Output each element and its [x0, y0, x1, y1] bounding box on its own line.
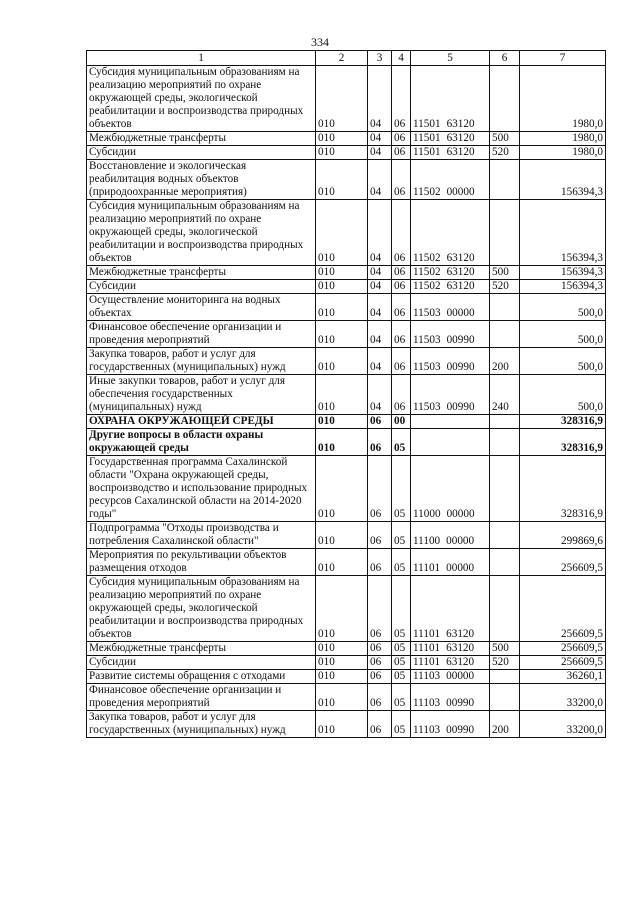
row-amount: 299869,6 — [520, 522, 606, 549]
header-col-5: 5 — [411, 51, 490, 66]
table-row — [87, 294, 606, 321]
row-section-code: 06 — [368, 456, 392, 522]
table-row — [87, 642, 606, 656]
row-subsection-code: 06 — [392, 321, 411, 348]
row-expense-type-code — [490, 200, 520, 266]
row-amount: 36260,1 — [520, 670, 606, 684]
row-expense-type-code — [490, 160, 520, 200]
row-target-code — [411, 160, 490, 200]
row-amount: 1980,0 — [520, 146, 606, 160]
table-row — [87, 549, 606, 576]
table-row — [87, 576, 606, 642]
target-code-part-1: 11103 — [413, 697, 441, 709]
row-section-code: 06 — [368, 711, 392, 738]
row-name: Финансовое обеспечение организации и проведения мероприятий — [87, 684, 316, 711]
row-expense-type-code — [490, 549, 520, 576]
row-ved-code: 010 — [316, 656, 368, 670]
row-target-code — [411, 146, 490, 160]
row-expense-type-code — [490, 576, 520, 642]
row-name: Закупка товаров, работ и услуг для государственных (муниципальных) нужд — [87, 711, 316, 738]
row-section-code: 06 — [368, 642, 392, 656]
row-name: Мероприятия по рекультивации объектов размещения отходов — [87, 549, 316, 576]
row-name: Другие вопросы в области охраны окружающей среды — [87, 429, 316, 456]
row-amount: 156394,3 — [520, 280, 606, 294]
target-code-part-1: 11502 — [413, 252, 441, 264]
row-section-code: 04 — [368, 160, 392, 200]
row-subsection-code: 06 — [392, 294, 411, 321]
row-expense-type-code — [490, 684, 520, 711]
row-name: Осуществление мониторинга на водных объектах — [87, 294, 316, 321]
row-subsection-code: 05 — [392, 456, 411, 522]
row-section-code: 04 — [368, 266, 392, 280]
target-code-part-2: 63120 — [446, 146, 475, 158]
row-amount: 156394,3 — [520, 200, 606, 266]
header-col-1: 1 — [87, 51, 316, 66]
row-subsection-code: 06 — [392, 375, 411, 415]
row-name: Финансовое обеспечение организации и проведения мероприятий — [87, 321, 316, 348]
row-ved-code: 010 — [316, 522, 368, 549]
target-code-part-2: 00000 — [446, 535, 475, 547]
target-code-part-1: 11501 — [413, 118, 441, 130]
target-code-part-2: 00000 — [446, 562, 475, 574]
row-name: Субсидия муниципальным образованиям на реализацию мероприятий по охране окружающей среды, экологической реабилитации и воспроизводства природных объектов — [87, 576, 316, 642]
target-code-part-1: 11503 — [413, 361, 441, 373]
row-section-code: 04 — [368, 66, 392, 132]
table-row — [87, 280, 606, 294]
target-code-part-1: 11502 — [413, 266, 441, 278]
row-section-code: 06 — [368, 415, 392, 429]
row-ved-code: 010 — [316, 66, 368, 132]
target-code-part-2: 00000 — [446, 670, 475, 682]
row-name: Субсидия муниципальным образованиям на реализацию мероприятий по охране окружающей среды, экологической реабилитации и воспроизводства природных объектов — [87, 66, 316, 132]
row-amount: 256609,5 — [520, 642, 606, 656]
row-subsection-code: 05 — [392, 429, 411, 456]
target-code-part-1: 11103 — [413, 724, 441, 736]
row-target-code — [411, 132, 490, 146]
row-name: Межбюджетные трансферты — [87, 266, 316, 280]
row-ved-code: 010 — [316, 132, 368, 146]
row-amount: 1980,0 — [520, 66, 606, 132]
row-subsection-code: 06 — [392, 66, 411, 132]
table-row — [87, 146, 606, 160]
row-name: Подпрограмма "Отходы производства и потребления Сахалинской области" — [87, 522, 316, 549]
row-name: Субсидии — [87, 280, 316, 294]
row-section-code: 06 — [368, 522, 392, 549]
row-expense-type-code — [490, 456, 520, 522]
row-subsection-code: 06 — [392, 132, 411, 146]
row-expense-type-code — [490, 522, 520, 549]
row-amount: 500,0 — [520, 294, 606, 321]
row-ved-code: 010 — [316, 549, 368, 576]
target-code-part-1: 11502 — [413, 186, 441, 198]
row-subsection-code: 05 — [392, 549, 411, 576]
target-code-part-1: 11501 — [413, 132, 441, 144]
row-ved-code: 010 — [316, 280, 368, 294]
row-amount: 500,0 — [520, 348, 606, 375]
row-subsection-code: 05 — [392, 684, 411, 711]
target-code-part-1: 11503 — [413, 401, 441, 413]
target-code-part-2: 00990 — [446, 697, 475, 709]
table-row — [87, 456, 606, 522]
row-expense-type-code — [490, 415, 520, 429]
row-amount: 500,0 — [520, 375, 606, 415]
row-section-code: 06 — [368, 656, 392, 670]
row-expense-type-code — [490, 429, 520, 456]
row-target-code — [411, 456, 490, 522]
table-row — [87, 132, 606, 146]
row-ved-code: 010 — [316, 415, 368, 429]
row-subsection-code: 06 — [392, 160, 411, 200]
table-row — [87, 348, 606, 375]
row-section-code: 04 — [368, 132, 392, 146]
row-expense-type-code: 520 — [490, 656, 520, 670]
target-code-part-1: 11000 — [413, 508, 441, 520]
row-ved-code: 010 — [316, 576, 368, 642]
row-section-code: 04 — [368, 294, 392, 321]
row-section-code: 06 — [368, 670, 392, 684]
target-code-part-1: 11502 — [413, 280, 441, 292]
row-name: Иные закупки товаров, работ и услуг для обеспечения государственных (муниципальных) нужд — [87, 375, 316, 415]
target-code-part-2: 63120 — [446, 280, 475, 292]
target-code-part-1: 11101 — [413, 656, 441, 668]
budget-table-container — [86, 50, 606, 738]
table-row — [87, 684, 606, 711]
row-amount: 33200,0 — [520, 684, 606, 711]
row-name: Субсидии — [87, 146, 316, 160]
row-expense-type-code: 200 — [490, 348, 520, 375]
row-subsection-code: 00 — [392, 415, 411, 429]
row-amount: 156394,3 — [520, 266, 606, 280]
target-code-part-1: 11101 — [413, 642, 441, 654]
row-target-code — [411, 280, 490, 294]
row-expense-type-code: 520 — [490, 146, 520, 160]
row-name: Восстановление и экологическая реабилитация водных объектов (природоохранные мероприятия) — [87, 160, 316, 200]
table-row — [87, 375, 606, 415]
table-row — [87, 429, 606, 456]
table-row — [87, 200, 606, 266]
header-col-3: 3 — [368, 51, 392, 66]
header-col-6: 6 — [490, 51, 520, 66]
row-ved-code: 010 — [316, 456, 368, 522]
target-code-part-1: 11101 — [413, 562, 441, 574]
target-code-part-2: 00000 — [446, 307, 475, 319]
row-target-code — [411, 670, 490, 684]
budget-table — [86, 50, 606, 738]
row-target-code — [411, 549, 490, 576]
target-code-part-2: 00990 — [446, 334, 475, 346]
row-amount: 256609,5 — [520, 576, 606, 642]
row-target-code — [411, 684, 490, 711]
page-number: 334 — [311, 35, 329, 49]
row-name: ОХРАНА ОКРУЖАЮЩЕЙ СРЕДЫ — [87, 415, 316, 429]
target-code-part-2: 63120 — [446, 118, 475, 130]
row-section-code: 04 — [368, 280, 392, 294]
row-expense-type-code: 200 — [490, 711, 520, 738]
target-code-part-2: 63120 — [446, 642, 475, 654]
row-target-code — [411, 66, 490, 132]
row-expense-type-code — [490, 294, 520, 321]
row-amount: 328316,9 — [520, 429, 606, 456]
row-expense-type-code — [490, 321, 520, 348]
table-row — [87, 160, 606, 200]
target-code-part-2: 63120 — [446, 132, 475, 144]
row-target-code — [411, 294, 490, 321]
row-ved-code: 010 — [316, 375, 368, 415]
header-col-2: 2 — [316, 51, 368, 66]
row-expense-type-code: 520 — [490, 280, 520, 294]
row-expense-type-code — [490, 670, 520, 684]
row-target-code — [411, 642, 490, 656]
target-code-part-2: 63120 — [446, 628, 475, 640]
target-code-part-2: 00990 — [446, 724, 475, 736]
target-code-part-2: 00990 — [446, 361, 475, 373]
table-row — [87, 66, 606, 132]
row-target-code — [411, 415, 490, 429]
target-code-part-2: 63120 — [446, 656, 475, 668]
row-subsection-code: 05 — [392, 642, 411, 656]
target-code-part-2: 00000 — [446, 186, 475, 198]
row-target-code — [411, 711, 490, 738]
target-code-part-1: 11501 — [413, 146, 441, 158]
row-name: Государственная программа Сахалинской области "Охрана окружающей среды, воспроизводство и использование природных ресурсов Сахалинской области на 2014-2020 годы" — [87, 456, 316, 522]
row-amount: 500,0 — [520, 321, 606, 348]
table-row — [87, 670, 606, 684]
target-code-part-2: 63120 — [446, 252, 475, 264]
row-section-code: 06 — [368, 684, 392, 711]
row-target-code — [411, 656, 490, 670]
target-code-part-2: 00990 — [446, 401, 475, 413]
row-subsection-code: 06 — [392, 280, 411, 294]
row-name: Развитие системы обращения с отходами — [87, 670, 316, 684]
row-ved-code: 010 — [316, 294, 368, 321]
row-target-code — [411, 348, 490, 375]
row-name: Субсидия муниципальным образованиям на реализацию мероприятий по охране окружающей среды, экологической реабилитации и воспроизводства природных объектов — [87, 200, 316, 266]
target-code-part-1: 11503 — [413, 307, 441, 319]
row-ved-code: 010 — [316, 642, 368, 656]
target-code-part-2: 00000 — [446, 508, 475, 520]
row-section-code: 04 — [368, 146, 392, 160]
target-code-part-1: 11503 — [413, 334, 441, 346]
header-col-4: 4 — [392, 51, 411, 66]
row-ved-code: 010 — [316, 266, 368, 280]
row-expense-type-code — [490, 66, 520, 132]
row-ved-code: 010 — [316, 711, 368, 738]
row-section-code: 04 — [368, 348, 392, 375]
row-subsection-code: 05 — [392, 522, 411, 549]
row-subsection-code: 06 — [392, 146, 411, 160]
row-target-code — [411, 266, 490, 280]
row-amount: 328316,9 — [520, 456, 606, 522]
row-amount: 256609,5 — [520, 549, 606, 576]
row-subsection-code: 05 — [392, 656, 411, 670]
row-ved-code: 010 — [316, 200, 368, 266]
row-name: Межбюджетные трансферты — [87, 132, 316, 146]
row-amount: 1980,0 — [520, 132, 606, 146]
row-target-code — [411, 429, 490, 456]
row-ved-code: 010 — [316, 160, 368, 200]
row-amount: 256609,5 — [520, 656, 606, 670]
header-col-7: 7 — [520, 51, 606, 66]
table-row — [87, 522, 606, 549]
row-section-code: 06 — [368, 429, 392, 456]
row-ved-code: 010 — [316, 429, 368, 456]
row-subsection-code: 06 — [392, 266, 411, 280]
row-section-code: 06 — [368, 549, 392, 576]
row-subsection-code: 05 — [392, 576, 411, 642]
target-code-part-1: 11100 — [413, 535, 441, 547]
header-row — [87, 51, 606, 66]
row-target-code — [411, 321, 490, 348]
table-row — [87, 711, 606, 738]
row-target-code — [411, 375, 490, 415]
row-subsection-code: 06 — [392, 348, 411, 375]
row-section-code: 04 — [368, 321, 392, 348]
target-code-part-2: 63120 — [446, 266, 475, 278]
row-target-code — [411, 200, 490, 266]
row-ved-code: 010 — [316, 348, 368, 375]
row-name: Субсидии — [87, 656, 316, 670]
row-section-code: 06 — [368, 576, 392, 642]
table-row — [87, 415, 606, 429]
row-subsection-code: 05 — [392, 670, 411, 684]
table-row — [87, 656, 606, 670]
row-amount: 156394,3 — [520, 160, 606, 200]
row-subsection-code: 06 — [392, 200, 411, 266]
row-ved-code: 010 — [316, 670, 368, 684]
row-ved-code: 010 — [316, 146, 368, 160]
target-code-part-1: 11103 — [413, 670, 441, 682]
row-name: Закупка товаров, работ и услуг для государственных (муниципальных) нужд — [87, 348, 316, 375]
row-target-code — [411, 576, 490, 642]
row-expense-type-code: 240 — [490, 375, 520, 415]
row-name: Межбюджетные трансферты — [87, 642, 316, 656]
row-amount: 33200,0 — [520, 711, 606, 738]
row-expense-type-code: 500 — [490, 266, 520, 280]
row-target-code — [411, 522, 490, 549]
table-row — [87, 321, 606, 348]
row-expense-type-code: 500 — [490, 132, 520, 146]
row-section-code: 04 — [368, 200, 392, 266]
row-subsection-code: 05 — [392, 711, 411, 738]
row-section-code: 04 — [368, 375, 392, 415]
row-expense-type-code: 500 — [490, 642, 520, 656]
row-ved-code: 010 — [316, 321, 368, 348]
row-ved-code: 010 — [316, 684, 368, 711]
target-code-part-1: 11101 — [413, 628, 441, 640]
table-row — [87, 266, 606, 280]
row-amount: 328316,9 — [520, 415, 606, 429]
